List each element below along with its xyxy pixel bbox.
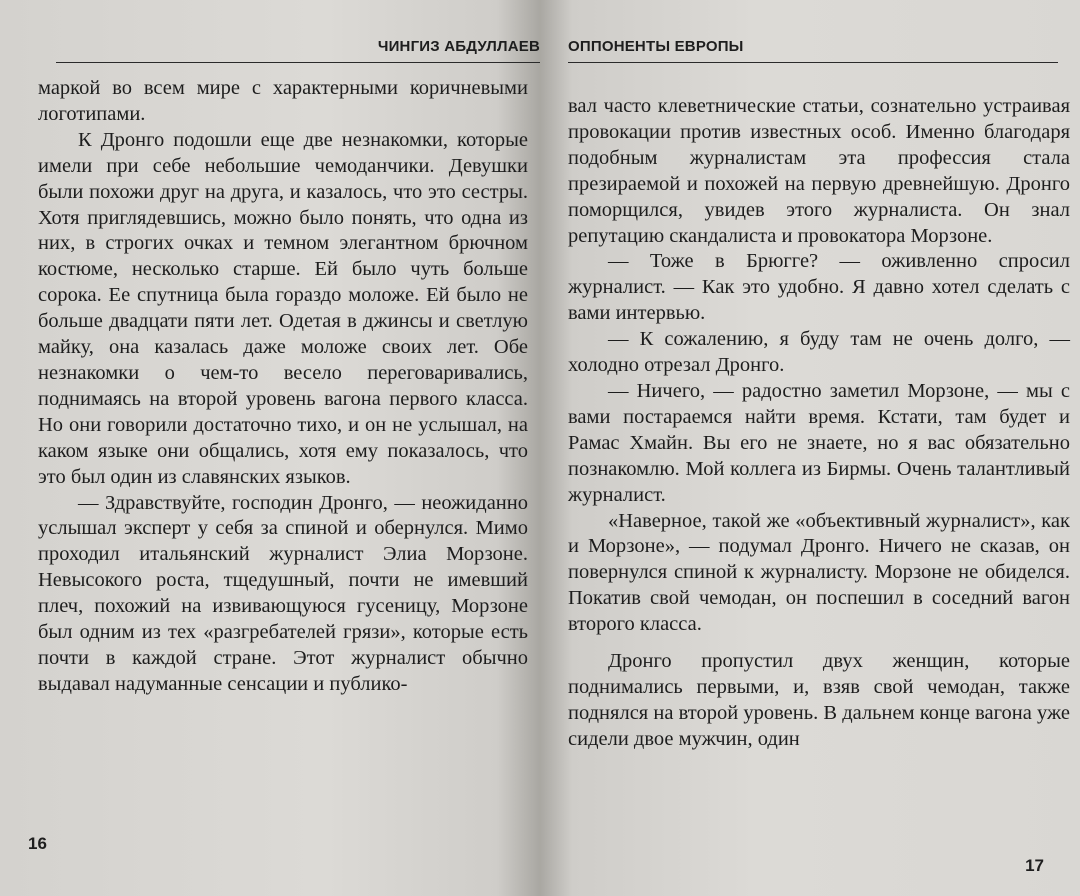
paragraph: — К сожалению, я буду там не очень долго, — холодно отрезал Дронго. (568, 328, 1070, 377)
paragraph: маркой во всем мире с характерными коричневыми логотипами. (38, 77, 528, 125)
right-page-text (568, 94, 1070, 753)
author-running-head: ЧИНГИЗ АБДУЛЛАЕВ (377, 38, 540, 55)
header-rule (568, 62, 1058, 63)
left-page-text (38, 76, 528, 698)
paragraph: вал часто клеветнические статьи, сознательно устраивая провокации против известных особ. Именно благодаря подобным журналистам эта профессия стала презираемой и похожей на первую древнейшую. Дронго поморщился, увидев этого журналиста. Он знал репутацию скандалиста и провокатора Морзоне. (568, 95, 1070, 247)
paragraph: «Наверное, такой же «объективный журналист», как и Морзоне», — подумал Дронго. Ничего не сказав, он повернулся спиной к журналисту. Морзоне не обиделся. Покатив свой чемодан, он поспешил в соседний вагон второго класса. (568, 509, 1070, 636)
header-rule (56, 62, 540, 63)
paragraph: — Тоже в Брюгге? — оживленно спросил журналист. — Как это удобно. Я давно хотел сделать с вами интервью. (568, 250, 1070, 325)
page-number: 16 (28, 834, 47, 853)
title-running-head: ОППОНЕНТЫ ЕВРОПЫ (568, 38, 744, 55)
paragraph: — Здравствуйте, господин Дронго, — неожиданно услышал эксперт у себя за спиной и обернулся. Мимо проходил итальянский журналист Элиа Морзоне. Невысокого роста, тщедушный, почти не имевший плеч, похожий на извивающуюся гусеницу, Морзоне был одним из тех «разгребателей грязи», которые есть почти в каждой стране. Этот журналист обычно выдавал надуманные сенсации и публико- (38, 491, 528, 695)
page-number: 17 (1025, 856, 1044, 875)
paragraph: — Ничего, — радостно заметил Морзоне, — мы с вами постараемся найти время. Кстати, там будет и Рамас Хмайн. Вы его не знаете, но я вас обязательно познакомлю. Мой коллега из Бирмы. Очень талантливый журналист. (568, 379, 1070, 506)
paragraph: Дронго пропустил двух женщин, которые поднимались первыми, и, взяв свой чемодан, также поднялся на второй уровень. В дальнем конце вагона уже сидели двое мужчин, один (568, 650, 1070, 750)
right-page (540, 0, 1080, 896)
paragraph: К Дронго подошли еще две незнакомки, которые имели при себе небольшие чемоданчики. Девушки были похожи друг на друга, и казалось, что это сестры. Хотя приглядевшись, можно было понять, что одна из них, в строгих очках и темном элегантном брючном костюме, несколько старше. Ей было чуть больше сорока. Ее спутница была гораздо моложе. Ей было не больше двадцати пяти лет. Одетая в джинсы и светлую майку, она казалась даже моложе своих лет. Обе незнакомки о чем-то весело переговаривались, поднимаясь на второй уровень вагона первого класса. Но они говорили достаточно тихо, и он не услышал, на каком языке они общались, хотя ему показалось, что это был один из славянских языков. (38, 128, 528, 488)
